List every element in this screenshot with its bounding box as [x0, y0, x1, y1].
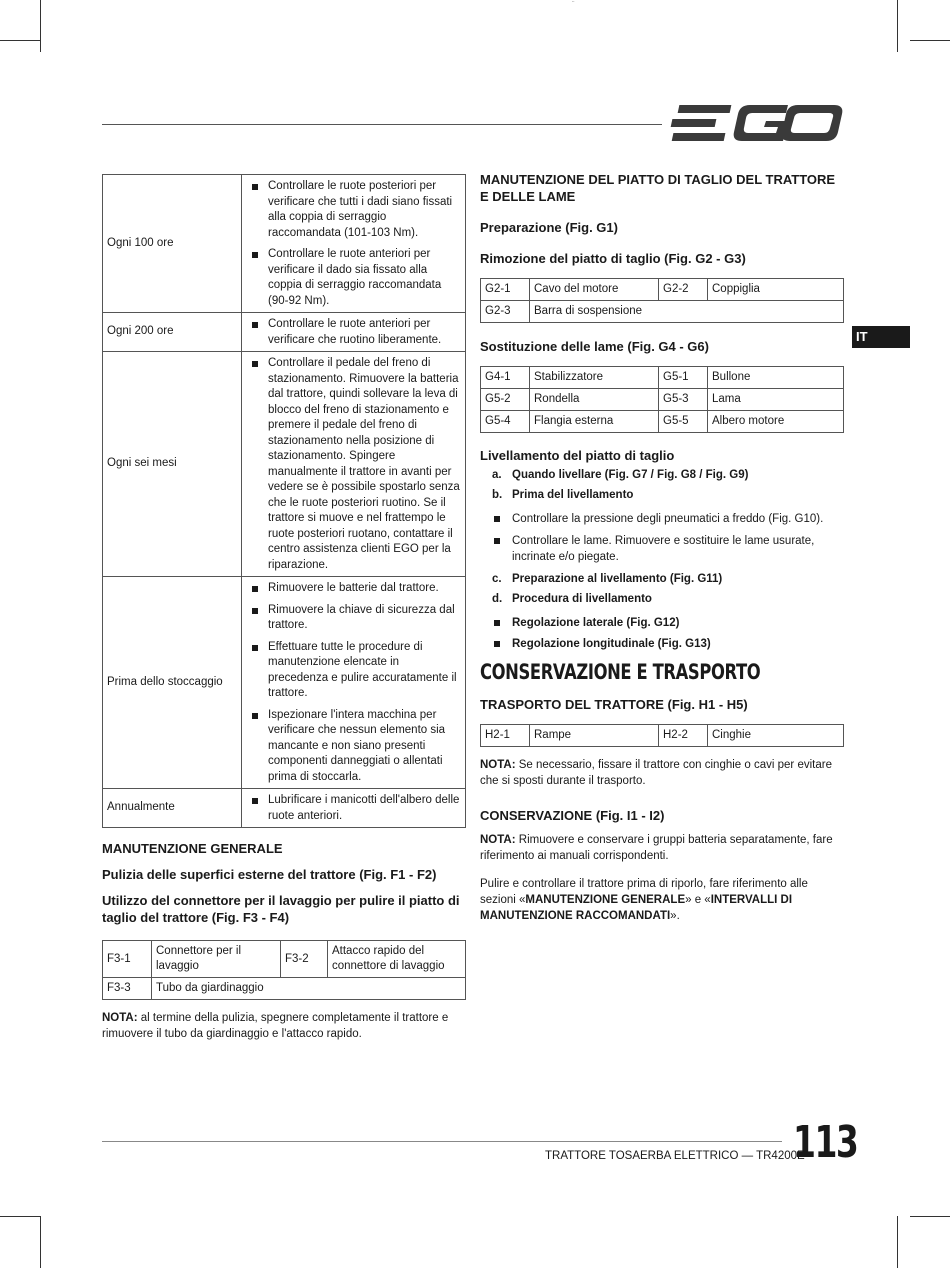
list-item: Regolazione longitudinale (Fig. G13): [480, 636, 844, 652]
square-bullet-icon: [252, 361, 258, 367]
level-bullets: [480, 511, 844, 565]
list-item: Regolazione laterale (Fig. G12): [480, 615, 844, 631]
tasks-cell: [242, 175, 466, 313]
ref-code: G5-4: [481, 411, 530, 433]
list-item: c. Preparazione al livellamento (Fig. G11): [492, 573, 723, 585]
list-item: Controllare il pedale del freno di stazionamento. Rimuovere la batteria dal trattore, quindi sollevare la leva di blocco del freno di stazionamento e premere il pedale del freno di stazionamento nella posizione di stazionamento. Spingere manualmente il trattore in avanti per vedere se è possibile spostarlo senza che le ruote posteriori ruotino. Se il trattore si muove e nel frattempo le ruote posteriori ruotano, contattare il centro assistenza clienti EGO per la riparazione.: [250, 356, 461, 573]
note: NOTA: Rimuovere e conservare i gruppi batteria separatamente, fare riferimento ai manuali corrispondenti.: [480, 834, 833, 862]
list-item: Controllare la pressione degli pneumatici a freddo (Fig. G10).: [480, 511, 844, 527]
footer-title: TRATTORE TOSAERBA ELETTRICO — TR4200E: [545, 1150, 805, 1162]
ref-code: G5-2: [481, 389, 530, 411]
crop-mark: [40, 0, 41, 52]
tasks-cell: [242, 789, 466, 828]
interval-cell: Ogni 100 ore: [103, 175, 242, 313]
crop-mark: [0, 40, 40, 41]
ref-code: H2-2: [659, 725, 708, 747]
level-steps: [480, 467, 844, 503]
table-row: [103, 352, 466, 577]
level-adjust-bullets: [480, 615, 844, 652]
ref-code: G5-1: [659, 367, 708, 389]
table-row: [481, 725, 844, 747]
ref-code: G5-3: [659, 389, 708, 411]
svg-text:EGO: EGO: [572, 2, 575, 3]
list-item: b. Prima del livellamento: [492, 489, 634, 501]
crop-mark: [897, 1216, 898, 1268]
table-row: [481, 279, 844, 301]
ref-label: Rondella: [530, 389, 659, 411]
subsection-heading: Livellamento del piatto di taglio: [480, 448, 675, 463]
right-column: [480, 171, 844, 924]
list-item: Lubrificare i manicotti dell'albero delle ruote anteriori.: [250, 793, 461, 824]
square-bullet-icon: [494, 641, 500, 647]
ref-code: H2-1: [481, 725, 530, 747]
ref-code: G2-3: [481, 301, 530, 323]
page-number: 113: [793, 1117, 858, 1168]
ego-logo: [572, 2, 844, 146]
g4-reference-table: [480, 366, 844, 433]
ref-label: Bullone: [708, 367, 844, 389]
interval-cell: Ogni 200 ore: [103, 313, 242, 352]
subsection-heading: Utilizzo del connettore per il lavaggio per pulire il piatto di taglio del trattore (Fig. F3 - F4): [102, 893, 460, 925]
square-bullet-icon: [252, 713, 258, 719]
table-row: [481, 389, 844, 411]
square-bullet-icon: [252, 322, 258, 328]
square-bullet-icon: [252, 798, 258, 804]
square-bullet-icon: [494, 516, 500, 522]
table-row: [103, 789, 466, 828]
ref-code: F3-2: [281, 941, 328, 978]
crop-mark: [910, 1216, 950, 1217]
square-bullet-icon: [252, 252, 258, 258]
header-rule: [102, 124, 662, 125]
list-item: Rimuovere la chiave di sicurezza dal trattore.: [250, 603, 461, 634]
ref-label: Attacco rapido del connettore di lavaggio: [328, 941, 466, 978]
ref-label: Stabilizzatore: [530, 367, 659, 389]
list-item: Rimuovere le batterie dal trattore.: [250, 581, 461, 597]
left-column: [102, 174, 466, 1042]
square-bullet-icon: [494, 538, 500, 544]
crop-mark: [897, 0, 898, 52]
g2-reference-table: [480, 278, 844, 323]
list-item: d. Procedura di livellamento: [492, 593, 652, 605]
interval-cell: Ogni sei mesi: [103, 352, 242, 577]
square-bullet-icon: [252, 645, 258, 651]
level-steps: [480, 571, 844, 607]
crop-mark: [40, 1216, 41, 1268]
table-row: [103, 941, 466, 978]
ref-code: F3-1: [103, 941, 152, 978]
h2-reference-table: [480, 724, 844, 747]
table-row: [481, 301, 844, 323]
section-heading: TRASPORTO DEL TRATTORE (Fig. H1 - H5): [480, 697, 748, 712]
list-item: Effettuare tutte le procedure di manutenzione elencate in precedenza e pulire accuratamente il trattore.: [250, 640, 461, 702]
crop-mark: [910, 40, 950, 41]
table-row: [481, 367, 844, 389]
ref-label: Rampe: [530, 725, 659, 747]
list-item: a. Quando livellare (Fig. G7 / Fig. G8 / Fig. G9): [492, 469, 749, 481]
table-row: [103, 978, 466, 1000]
tasks-cell: [242, 313, 466, 352]
list-item: Controllare le ruote anteriori per verificare che ruotino liberamente.: [250, 317, 461, 348]
list-item: Controllare le lame. Rimuovere e sostituire le lame usurate, incrinate e/o piegate.: [480, 533, 844, 565]
square-bullet-icon: [494, 620, 500, 626]
ref-code: G4-1: [481, 367, 530, 389]
interval-cell: Annualmente: [103, 789, 242, 828]
subsection-heading: Sostituzione delle lame (Fig. G4 - G6): [480, 339, 709, 354]
list-item: Ispezionare l'intera macchina per verificare che nessun elemento sia mancante e non siano presenti componenti danneggiati o allentati prima di stoccarla.: [250, 708, 461, 786]
ref-code: F3-3: [103, 978, 152, 1000]
subsection-heading: Rimozione del piatto di taglio (Fig. G2 - G3): [480, 251, 746, 266]
section-heading: CONSERVAZIONE (Fig. I1 - I2): [480, 808, 665, 823]
maintenance-schedule-table: [102, 174, 466, 828]
ref-label: Coppiglia: [708, 279, 844, 301]
subsection-heading: Preparazione (Fig. G1): [480, 220, 618, 235]
list-item: Controllare le ruote anteriori per verificare il dado sia fissato alla coppia di serraggio raccomandata (90-92 Nm).: [250, 247, 461, 309]
subsection-heading: Pulizia delle superfici esterne del trattore (Fig. F1 - F2): [102, 867, 437, 882]
square-bullet-icon: [252, 586, 258, 592]
table-row: [103, 313, 466, 352]
section-heading: MANUTENZIONE GENERALE: [102, 841, 283, 856]
ref-label: Connettore per il lavaggio: [152, 941, 281, 978]
ref-code: G2-2: [659, 279, 708, 301]
table-row: [103, 175, 466, 313]
ref-label: Lama: [708, 389, 844, 411]
note: NOTA: Se necessario, fissare il trattore con cinghie o cavi per evitare che si sposti durante il trasporto.: [480, 759, 832, 787]
ref-label: Cavo del motore: [530, 279, 659, 301]
crop-mark: [0, 1216, 40, 1217]
f3-reference-table: [102, 940, 466, 1000]
language-tab: IT: [852, 326, 910, 348]
tasks-cell: [242, 577, 466, 789]
chapter-heading: CONSERVAZIONE E TRASPORTO: [480, 660, 761, 684]
tasks-cell: [242, 352, 466, 577]
footer-rule: [102, 1141, 782, 1142]
note: NOTA: al termine della pulizia, spegnere completamente il trattore e rimuovere il tubo da giardinaggio e l'attacco rapido.: [102, 1012, 449, 1040]
table-row: [103, 577, 466, 789]
body-paragraph: Pulire e controllare il trattore prima di riporlo, fare riferimento alle sezioni «MANUTENZIONE GENERALE» e «INTERVALLI DI MANUTENZIONE RACCOMANDATI».: [480, 878, 808, 922]
ref-label: Cinghie: [708, 725, 844, 747]
ref-label: Barra di sospensione: [530, 301, 844, 323]
list-item: Controllare le ruote posteriori per verificare che tutti i dadi siano fissati alla coppia di serraggio raccomandata (101-103 Nm).: [250, 179, 461, 241]
ref-label: Albero motore: [708, 411, 844, 433]
table-row: [481, 411, 844, 433]
interval-cell: Prima dello stoccaggio: [103, 577, 242, 789]
ref-code: G5-5: [659, 411, 708, 433]
ref-label: Flangia esterna: [530, 411, 659, 433]
square-bullet-icon: [252, 184, 258, 190]
ref-label: Tubo da giardinaggio: [152, 978, 466, 1000]
square-bullet-icon: [252, 608, 258, 614]
section-heading: MANUTENZIONE DEL PIATTO DI TAGLIO DEL TRATTORE E DELLE LAME: [480, 172, 836, 204]
ref-code: G2-1: [481, 279, 530, 301]
